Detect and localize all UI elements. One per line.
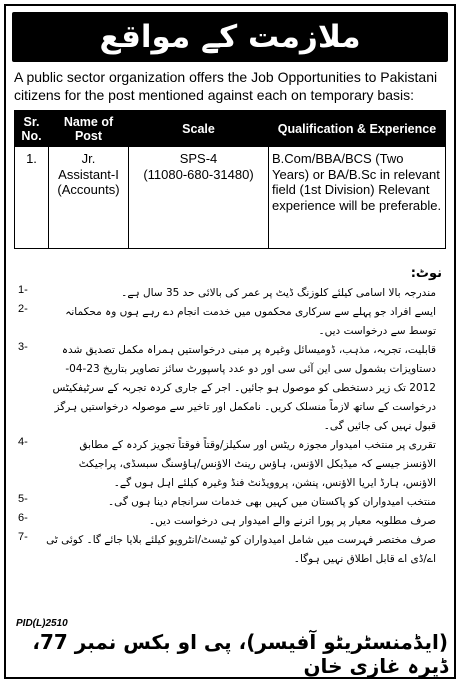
notes-section (14, 264, 446, 634)
table-header-row (15, 111, 446, 147)
note-text: صرف مختصر فہرست میں شامل امیدواران کو ٹیسٹ/انٹرویو کیلئے بلایا جائے گا۔ کوئی ٹی اے/ڈی اے قابل اطلاق نہیں ہوگا۔ (46, 534, 436, 565)
intro-text: A public sector organization offers the Job Opportunities to Pakistani citizens for the post mentioned against each on temporary basis: (14, 69, 438, 103)
note-text: ایسے افراد جو پہلے سے سرکاری محکموں میں خدمت انجام دے رہے ہوں وہ محکمانہ توسط سے درخواست دیں۔ (65, 306, 436, 337)
header-sr-no: Sr. No. (15, 111, 49, 147)
scale-grade: SPS-4 (179, 151, 218, 166)
note-item (14, 436, 446, 493)
note-number: 5- (18, 493, 28, 505)
note-text: تقرری پر منتخب امیدوار مجوزہ ریٹس اور سکیلز/وقتاً فوقتاً تجویز کردہ کے مطابق الاؤنسز جیسے کہ میڈیکل الاؤنس، ہاؤس رینٹ الاؤنس/ہاؤسنگ سبسڈی، پراجیکٹ الاؤنس، ہارڈ ایریا الاؤنس، پنشن، پروویڈنٹ فنڈ وغیرہ کیلئے اہل ہوں گے۔ (78, 439, 436, 489)
note-item (14, 512, 446, 531)
advertisement-frame (4, 4, 456, 679)
note-text: منتخب امیدواران کو پاکستان میں کہیں بھی خدمات سرانجام دینا ہوں گی۔ (107, 496, 436, 508)
cell-sr-no: 1. (15, 147, 49, 249)
pid-code: PID(L)2510 (16, 618, 68, 629)
banner-title: ملازمت کے مواقع (12, 12, 448, 62)
note-number: 7- (18, 531, 28, 543)
note-number: 3- (18, 341, 28, 353)
cell-post-name: Jr. Assistant-I (Accounts) (49, 147, 129, 249)
note-number: 1- (18, 284, 28, 296)
note-text: صرف مطلوبہ معیار پر پورا اترنے والے امیدوار ہی درخواست دیں۔ (148, 515, 436, 527)
note-number: 2- (18, 303, 28, 315)
footer-address: (ایڈمنسٹریٹو آفیسر)، پی او بکس نمبر 77، ڈیرہ غازی خان (32, 630, 448, 678)
note-text: قابلیت، تجربہ، مذہب، ڈومیسائل وغیرہ پر مبنی درخواستیں ہمراہ مکمل تصدیق شدہ دستاویزات بشمول سی این آئی سی اور دو عدد پاسپورٹ سائز تصاویر بتاریخ 23-04-2012 تک زیر دستخطی کو موصول ہو جائیں۔ اجر کے جاری کردہ تجربہ کے سرٹیفکیٹس درخواست کے ساتھ لازماً منسلک کریں۔ نامکمل اور تاخیر سے موصولہ درخواستیں ہرگز قبول نہیں کی جائیں گی۔ (52, 344, 436, 432)
header-qualification: Qualification & Experience (269, 111, 446, 147)
jobs-table (14, 110, 446, 249)
note-item (14, 341, 446, 436)
note-item (14, 493, 446, 512)
table-row (15, 147, 446, 249)
scale-range: (11080-680-31480) (143, 166, 254, 182)
cell-qualification: B.Com/BBA/BCS (Two Years) or BA/B.Sc in relevant field (1st Division) Relevant experience will be preferable. (269, 147, 446, 249)
cell-scale (129, 147, 269, 249)
note-item (14, 284, 446, 303)
notes-title: نوٹ: (410, 266, 442, 281)
note-item (14, 303, 446, 341)
note-text: مندرجہ بالا اسامی کیلئے کلوزنگ ڈیٹ پر عمر کی بالائی حد 35 سال ہے۔ (121, 287, 436, 299)
note-item (14, 531, 446, 569)
header-scale: Scale (129, 111, 269, 147)
note-number: 6- (18, 512, 28, 524)
note-number: 4- (18, 436, 28, 448)
header-post-name: Name of Post (49, 111, 129, 147)
